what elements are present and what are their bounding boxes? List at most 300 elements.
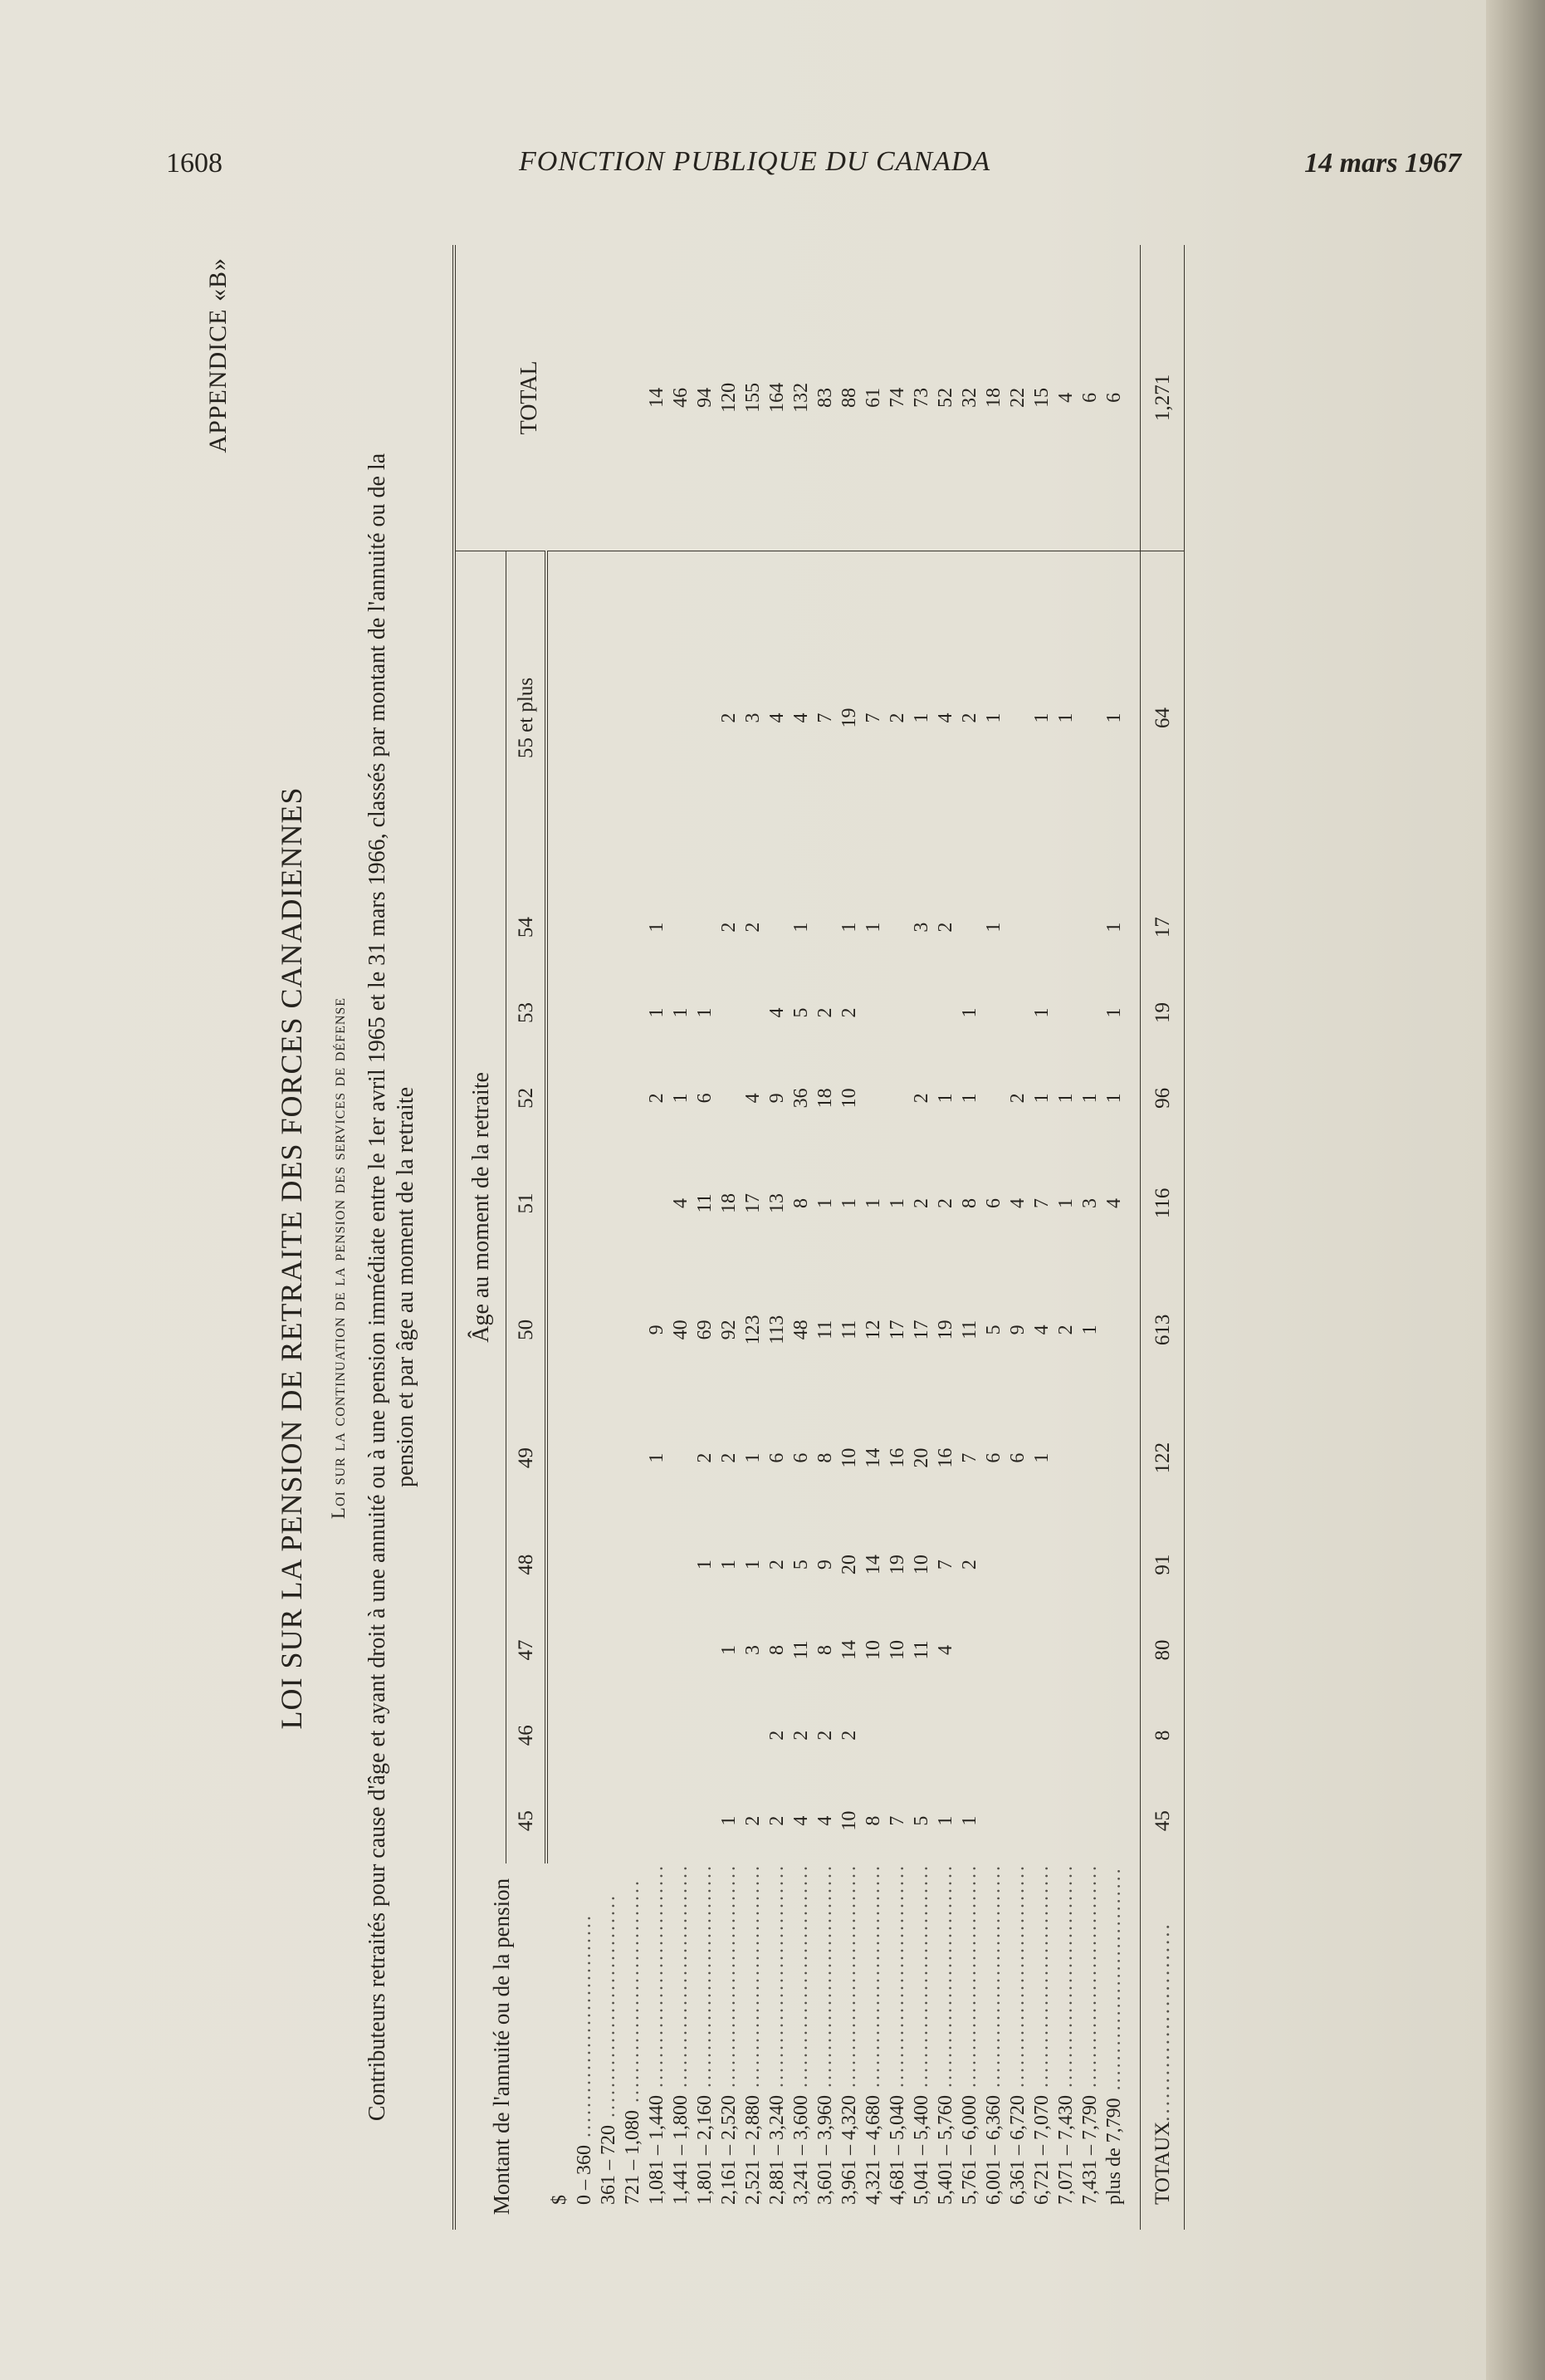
running-header xyxy=(166,140,1461,186)
table-cell: 6 xyxy=(790,1452,812,1463)
table-cell: 2 xyxy=(959,1560,980,1570)
table-cell: 8 xyxy=(959,1197,980,1208)
table-cell: 1 xyxy=(959,1007,980,1018)
table-cell: 1 xyxy=(1031,1093,1053,1104)
totals-row xyxy=(1141,245,1185,2230)
table-cell xyxy=(886,1692,910,1778)
table-cell: 1 xyxy=(1103,1093,1125,1104)
amount-range-label xyxy=(862,1863,886,2230)
table-cell xyxy=(982,1055,1006,1141)
age-group-header: Âge au moment de la retraite xyxy=(454,551,506,1863)
table-cell: 3 xyxy=(911,922,932,933)
leader-dots: .............................. xyxy=(1031,1863,1053,2095)
amount-range-label xyxy=(886,1863,910,2230)
table-cell: 40 xyxy=(670,1320,692,1340)
table-cell xyxy=(573,1522,597,1608)
amount-range-label xyxy=(814,1863,838,2230)
leader-dots: .............................. xyxy=(959,1863,980,2095)
table-cell: 2 xyxy=(959,713,980,723)
table-cell xyxy=(1030,1778,1054,1863)
table-cell: 1 xyxy=(1079,1093,1101,1104)
amount-range-label xyxy=(982,1863,1006,2230)
table-row xyxy=(669,245,693,2230)
column-total: 122 xyxy=(1141,1393,1185,1521)
age-column-header: 45 xyxy=(506,1778,547,1863)
table-cell xyxy=(669,1393,693,1521)
table-row xyxy=(1030,245,1054,2230)
running-title: FONCTION PUBLIQUE DU CANADA xyxy=(519,146,991,177)
column-total: 613 xyxy=(1141,1266,1185,1393)
amount-range-text: 6,361 – 6,720 xyxy=(1007,2095,1029,2205)
table-cell xyxy=(1103,1522,1127,1608)
table-cell: 16 xyxy=(935,1447,956,1468)
table-cell: 10 xyxy=(839,1810,860,1831)
table-cell xyxy=(645,1522,669,1608)
table-row xyxy=(982,245,1006,2230)
table-cell xyxy=(1078,1608,1103,1693)
table-cell: 8 xyxy=(814,1644,836,1655)
age-column-header: 53 xyxy=(506,970,547,1055)
table-cell: 9 xyxy=(766,1093,788,1104)
table-cell: 6 xyxy=(766,1452,788,1463)
table-cell: 1 xyxy=(742,1560,764,1570)
table-cell: 2 xyxy=(718,713,740,723)
table-cell: 113 xyxy=(766,1315,788,1344)
amount-range-text: plus de 7,790 xyxy=(1103,2098,1125,2205)
table-cell xyxy=(886,1055,910,1141)
table-cell: 1 xyxy=(839,1197,860,1208)
table-cell: 16 xyxy=(887,1447,908,1468)
amount-range-label xyxy=(910,1863,934,2230)
table-cell xyxy=(717,1692,741,1778)
table-cell xyxy=(1078,970,1103,1055)
leader-dots: .............................. xyxy=(1079,1863,1101,2095)
amount-range-text: 3,241 – 3,600 xyxy=(790,2095,812,2205)
table-cell xyxy=(886,884,910,970)
column-total: 64 xyxy=(1141,551,1185,884)
leader-dots: .............................. xyxy=(1103,1866,1125,2098)
table-cell: 10 xyxy=(911,1555,932,1575)
table-cell xyxy=(1103,1393,1127,1521)
table-cell: 7 xyxy=(1031,1197,1053,1208)
table-cell: 18 xyxy=(814,1088,836,1109)
row-total: 52 xyxy=(934,245,958,551)
row-total: 32 xyxy=(958,245,982,551)
age-column-header: 48 xyxy=(506,1522,547,1608)
row-total: 6 xyxy=(1103,245,1127,551)
row-total: 94 xyxy=(693,245,717,551)
table-cell: 69 xyxy=(694,1320,716,1340)
table-cell xyxy=(1006,1608,1030,1693)
table-cell: 1 xyxy=(959,1093,980,1104)
row-total: 4 xyxy=(1054,245,1078,551)
leader-dots: .............................. xyxy=(983,1863,1005,2095)
column-total: 96 xyxy=(1141,1055,1185,1141)
table-cell xyxy=(934,1692,958,1778)
leader-dots: .............................. xyxy=(1007,1863,1029,2095)
table-cell xyxy=(1054,1608,1078,1693)
table-cell xyxy=(958,1692,982,1778)
leader-dots: .............................. xyxy=(766,1863,788,2095)
table-cell xyxy=(573,1393,597,1521)
table-cell: 10 xyxy=(839,1088,860,1109)
table-row xyxy=(814,245,838,2230)
table-cell: 7 xyxy=(887,1815,908,1826)
amount-range-label xyxy=(669,1863,693,2230)
table-cell xyxy=(862,970,886,1055)
table-row xyxy=(910,245,934,2230)
amount-range-text: 5,041 – 5,400 xyxy=(911,2095,932,2205)
table-cell: 2 xyxy=(935,922,956,933)
table-row xyxy=(741,245,765,2230)
table-cell xyxy=(669,1522,693,1608)
table-cell: 3 xyxy=(1079,1197,1101,1208)
leader-dots: .............................. xyxy=(814,1863,836,2095)
table-cell xyxy=(597,1141,621,1266)
table-cell: 19 xyxy=(887,1555,908,1575)
table-cell: 4 xyxy=(1103,1197,1125,1208)
table-cell: 17 xyxy=(887,1320,908,1340)
table-cell: 1 xyxy=(790,922,812,933)
row-total: 88 xyxy=(838,245,862,551)
table-row xyxy=(790,245,814,2230)
table-cell xyxy=(597,970,621,1055)
table-cell: 2 xyxy=(718,1452,740,1463)
amount-range-label xyxy=(717,1863,741,2230)
table-cell: 4 xyxy=(814,1815,836,1826)
amount-range-text: 6,721 – 7,070 xyxy=(1031,2095,1053,2205)
table-cell: 8 xyxy=(766,1644,788,1655)
column-total: 19 xyxy=(1141,970,1185,1055)
table-cell xyxy=(1006,551,1030,884)
total-column-header: TOTAL xyxy=(454,245,546,551)
table-cell xyxy=(1078,551,1103,884)
table-row xyxy=(838,245,862,2230)
table-cell xyxy=(982,1522,1006,1608)
table-cell: 18 xyxy=(718,1192,740,1213)
table-cell xyxy=(645,551,669,884)
table-cell: 1 xyxy=(983,713,1005,723)
table-row xyxy=(1006,245,1030,2230)
table-cell: 8 xyxy=(790,1197,812,1208)
amount-range-text: 1,801 – 2,160 xyxy=(694,2095,716,2205)
table-cell xyxy=(1103,1608,1127,1693)
row-total: 61 xyxy=(862,245,886,551)
table-cell xyxy=(597,1778,621,1863)
table-cell xyxy=(1030,884,1054,970)
table-cell xyxy=(862,1692,886,1778)
table-cell: 5 xyxy=(911,1815,932,1826)
table-cell xyxy=(621,1393,645,1521)
amount-range-text: 2,521 – 2,880 xyxy=(742,2095,764,2205)
table-row xyxy=(597,245,621,2230)
table-cell: 8 xyxy=(863,1815,884,1826)
table-row xyxy=(573,245,597,2230)
amount-range-label xyxy=(1006,1863,1030,2230)
table-cell: 1 xyxy=(814,1197,836,1208)
age-column-header: 49 xyxy=(506,1393,547,1521)
table-cell xyxy=(982,1692,1006,1778)
leader-dots: .............................. xyxy=(598,1893,619,2125)
table-cell: 4 xyxy=(1031,1325,1053,1335)
table-cell: 1 xyxy=(646,922,667,933)
table-cell xyxy=(621,1778,645,1863)
table-cell: 4 xyxy=(790,713,812,723)
leader-dots: .............................. xyxy=(622,1878,643,2110)
table-cell xyxy=(573,970,597,1055)
table-cell: 2 xyxy=(839,1007,860,1018)
table-cell: 5 xyxy=(790,1007,812,1018)
amount-range-label xyxy=(645,1863,669,2230)
row-total: 15 xyxy=(1030,245,1054,551)
table-cell: 2 xyxy=(1007,1093,1029,1104)
age-column-header: 55 et plus xyxy=(506,551,547,884)
leader-dots: .............................. xyxy=(646,1863,667,2095)
table-cell xyxy=(982,970,1006,1055)
header-date: 14 mars 1967 xyxy=(1304,148,1461,179)
table-row xyxy=(621,245,645,2230)
table-cell: 1 xyxy=(863,922,884,933)
table-cell: 1 xyxy=(911,713,932,723)
table-cell xyxy=(717,970,741,1055)
table-cell xyxy=(621,1608,645,1693)
table-cell xyxy=(765,884,790,970)
table-cell: 11 xyxy=(790,1640,812,1660)
table-row xyxy=(934,245,958,2230)
amount-range-label xyxy=(765,1863,790,2230)
table-cell: 1 xyxy=(1031,713,1053,723)
table-cell xyxy=(1078,884,1103,970)
table-cell xyxy=(814,884,838,970)
leader-dots: .............................. xyxy=(718,1863,740,2095)
table-cell xyxy=(573,1266,597,1393)
row-total: 155 xyxy=(741,245,765,551)
table-cell: 7 xyxy=(814,713,836,723)
table-cell xyxy=(669,551,693,884)
table-cell xyxy=(1006,1692,1030,1778)
rotated-table-block xyxy=(183,241,1461,2275)
leader-dots: .............................. xyxy=(694,1863,716,2095)
table-cell: 1 xyxy=(742,1452,764,1463)
age-column-header: 54 xyxy=(506,884,547,970)
table-cell: 1 xyxy=(1055,713,1077,723)
amount-range-label xyxy=(1030,1863,1054,2230)
row-total: 22 xyxy=(1006,245,1030,551)
table-cell xyxy=(1054,970,1078,1055)
age-column-header: 50 xyxy=(506,1266,547,1393)
table-cell: 11 xyxy=(694,1193,716,1213)
table-cell xyxy=(621,1141,645,1266)
table-cell: 10 xyxy=(839,1447,860,1468)
table-cell: 12 xyxy=(863,1320,884,1340)
table-cell xyxy=(573,1692,597,1778)
table-cell: 2 xyxy=(766,1730,788,1741)
table-cell xyxy=(693,884,717,970)
table-cell: 1 xyxy=(983,922,1005,933)
row-total: 6 xyxy=(1078,245,1103,551)
table-row xyxy=(958,245,982,2230)
currency-symbol: $ xyxy=(548,2195,570,2205)
row-total: 83 xyxy=(814,245,838,551)
table-cell xyxy=(621,1522,645,1608)
table-cell: 1 xyxy=(718,1644,740,1655)
table-cell xyxy=(645,1778,669,1863)
table-cell xyxy=(645,1608,669,1693)
table-cell: 4 xyxy=(742,1093,764,1104)
table-cell: 1 xyxy=(1055,1093,1077,1104)
table-cell: 17 xyxy=(911,1320,932,1340)
amount-range-text: 7,071 – 7,430 xyxy=(1055,2095,1077,2205)
table-cell: 2 xyxy=(766,1560,788,1570)
table-cell xyxy=(573,551,597,884)
table-cell: 1 xyxy=(1079,1325,1101,1335)
row-total xyxy=(621,245,645,551)
table-cell xyxy=(573,1055,597,1141)
table-cell: 5 xyxy=(983,1325,1005,1335)
table-cell: 4 xyxy=(1007,1197,1029,1208)
table-cell: 5 xyxy=(790,1560,812,1570)
amount-range-label xyxy=(741,1863,765,2230)
leader-dots: .............................. xyxy=(790,1863,812,2095)
table-cell: 1 xyxy=(959,1815,980,1826)
table-row xyxy=(717,245,741,2230)
table-cell: 1 xyxy=(694,1560,716,1570)
table-cell: 13 xyxy=(766,1192,788,1213)
table-cell xyxy=(693,551,717,884)
amount-range-text: 1,441 – 1,800 xyxy=(670,2095,692,2205)
table-cell xyxy=(1103,1778,1127,1863)
table-cell xyxy=(669,884,693,970)
amount-range-label xyxy=(958,1863,982,2230)
table-cell: 2 xyxy=(814,1730,836,1741)
row-total: 18 xyxy=(982,245,1006,551)
table-cell xyxy=(982,1778,1006,1863)
leader-dots: .......................... xyxy=(1151,1922,1174,2122)
table-cell xyxy=(621,884,645,970)
table-cell xyxy=(669,1692,693,1778)
table-cell xyxy=(1006,1522,1030,1608)
table-cell: 2 xyxy=(1055,1325,1077,1335)
leader-dots: .............................. xyxy=(742,1863,764,2095)
table-cell xyxy=(573,1141,597,1266)
row-total: 164 xyxy=(765,245,790,551)
amount-range-label xyxy=(838,1863,862,2230)
amount-range-text: 3,961 – 4,320 xyxy=(839,2095,860,2205)
age-column-header: 52 xyxy=(506,1055,547,1141)
table-cell xyxy=(645,1692,669,1778)
table-cell: 3 xyxy=(742,1644,764,1655)
table-cell: 11 xyxy=(911,1640,932,1660)
table-row xyxy=(645,245,669,2230)
leader-dots: .............................. xyxy=(863,1863,884,2095)
table-cell: 2 xyxy=(766,1815,788,1826)
amount-range-label xyxy=(597,1863,621,2230)
table-cell: 2 xyxy=(935,1197,956,1208)
table-cell xyxy=(741,1692,765,1778)
table-cell xyxy=(1030,1522,1054,1608)
table-cell xyxy=(1054,1778,1078,1863)
table-cell xyxy=(886,970,910,1055)
table-cell: 6 xyxy=(1007,1452,1029,1463)
table-cell xyxy=(621,1692,645,1778)
table-cell xyxy=(1103,1266,1127,1393)
table-row xyxy=(1078,245,1103,2230)
table-cell xyxy=(910,970,934,1055)
table-cell: 1 xyxy=(1103,1007,1125,1018)
table-cell xyxy=(1078,1692,1103,1778)
amount-range-text: 361 – 720 xyxy=(598,2125,619,2205)
table-cell: 92 xyxy=(718,1320,740,1340)
leader-dots: .............................. xyxy=(574,1913,595,2145)
table-cell xyxy=(1006,1778,1030,1863)
table-cell: 4 xyxy=(766,1007,788,1018)
amount-range-label xyxy=(1103,1863,1127,2230)
amount-range-text: 721 – 1,080 xyxy=(622,2110,643,2205)
row-total: 73 xyxy=(910,245,934,551)
table-cell: 2 xyxy=(887,713,908,723)
amount-range-text: 6,001 – 6,360 xyxy=(983,2095,1005,2205)
table-cell: 19 xyxy=(935,1320,956,1340)
table-cell xyxy=(573,1778,597,1863)
amount-range-text: 4,681 – 5,040 xyxy=(887,2095,908,2205)
leader-dots: .............................. xyxy=(887,1863,908,2095)
table-cell xyxy=(621,551,645,884)
table-cell xyxy=(1054,1522,1078,1608)
amount-range-text: 4,321 – 4,680 xyxy=(863,2095,884,2205)
table-cell xyxy=(1006,884,1030,970)
table-cell xyxy=(958,1608,982,1693)
table-cell: 3 xyxy=(742,713,764,723)
table-cell xyxy=(1103,1692,1127,1778)
table-cell: 6 xyxy=(983,1197,1005,1208)
table-cell: 1 xyxy=(670,1007,692,1018)
table-cell xyxy=(597,1608,621,1693)
table-cell xyxy=(693,1692,717,1778)
table-cell xyxy=(597,1055,621,1141)
table-cell: 2 xyxy=(790,1730,812,1741)
table-cell: 7 xyxy=(935,1560,956,1570)
age-column-header: 46 xyxy=(506,1692,547,1778)
table-cell xyxy=(597,1522,621,1608)
table-cell: 1 xyxy=(646,1007,667,1018)
amount-range-text: 2,881 – 3,240 xyxy=(766,2095,788,2205)
table-cell: 19 xyxy=(839,708,860,728)
table-cell xyxy=(669,1608,693,1693)
table-cell xyxy=(934,970,958,1055)
table-cell: 11 xyxy=(814,1320,836,1339)
table-cell: 2 xyxy=(694,1452,716,1463)
table-cell: 7 xyxy=(863,713,884,723)
table-cell xyxy=(573,1608,597,1693)
table-cell: 4 xyxy=(790,1815,812,1826)
table-cell xyxy=(1054,884,1078,970)
amount-range-text: 5,761 – 6,000 xyxy=(959,2095,980,2205)
table-cell: 1 xyxy=(935,1815,956,1826)
table-cell xyxy=(597,884,621,970)
table-cell: 20 xyxy=(839,1555,860,1575)
law-subtitle: Loi sur la continuation de la pension des services de défense xyxy=(328,997,349,1520)
leader-dots: .............................. xyxy=(911,1863,932,2095)
leader-dots: .............................. xyxy=(670,1863,692,2095)
table-cell xyxy=(597,1692,621,1778)
table-cell: 1 xyxy=(718,1815,740,1826)
table-cell: 1 xyxy=(935,1093,956,1104)
table-cell: 7 xyxy=(959,1452,980,1463)
table-cell: 14 xyxy=(863,1447,884,1468)
table-cell xyxy=(621,1266,645,1393)
appendix-label: APPENDICE «B» xyxy=(204,257,232,453)
age-column-header: 47 xyxy=(506,1608,547,1693)
